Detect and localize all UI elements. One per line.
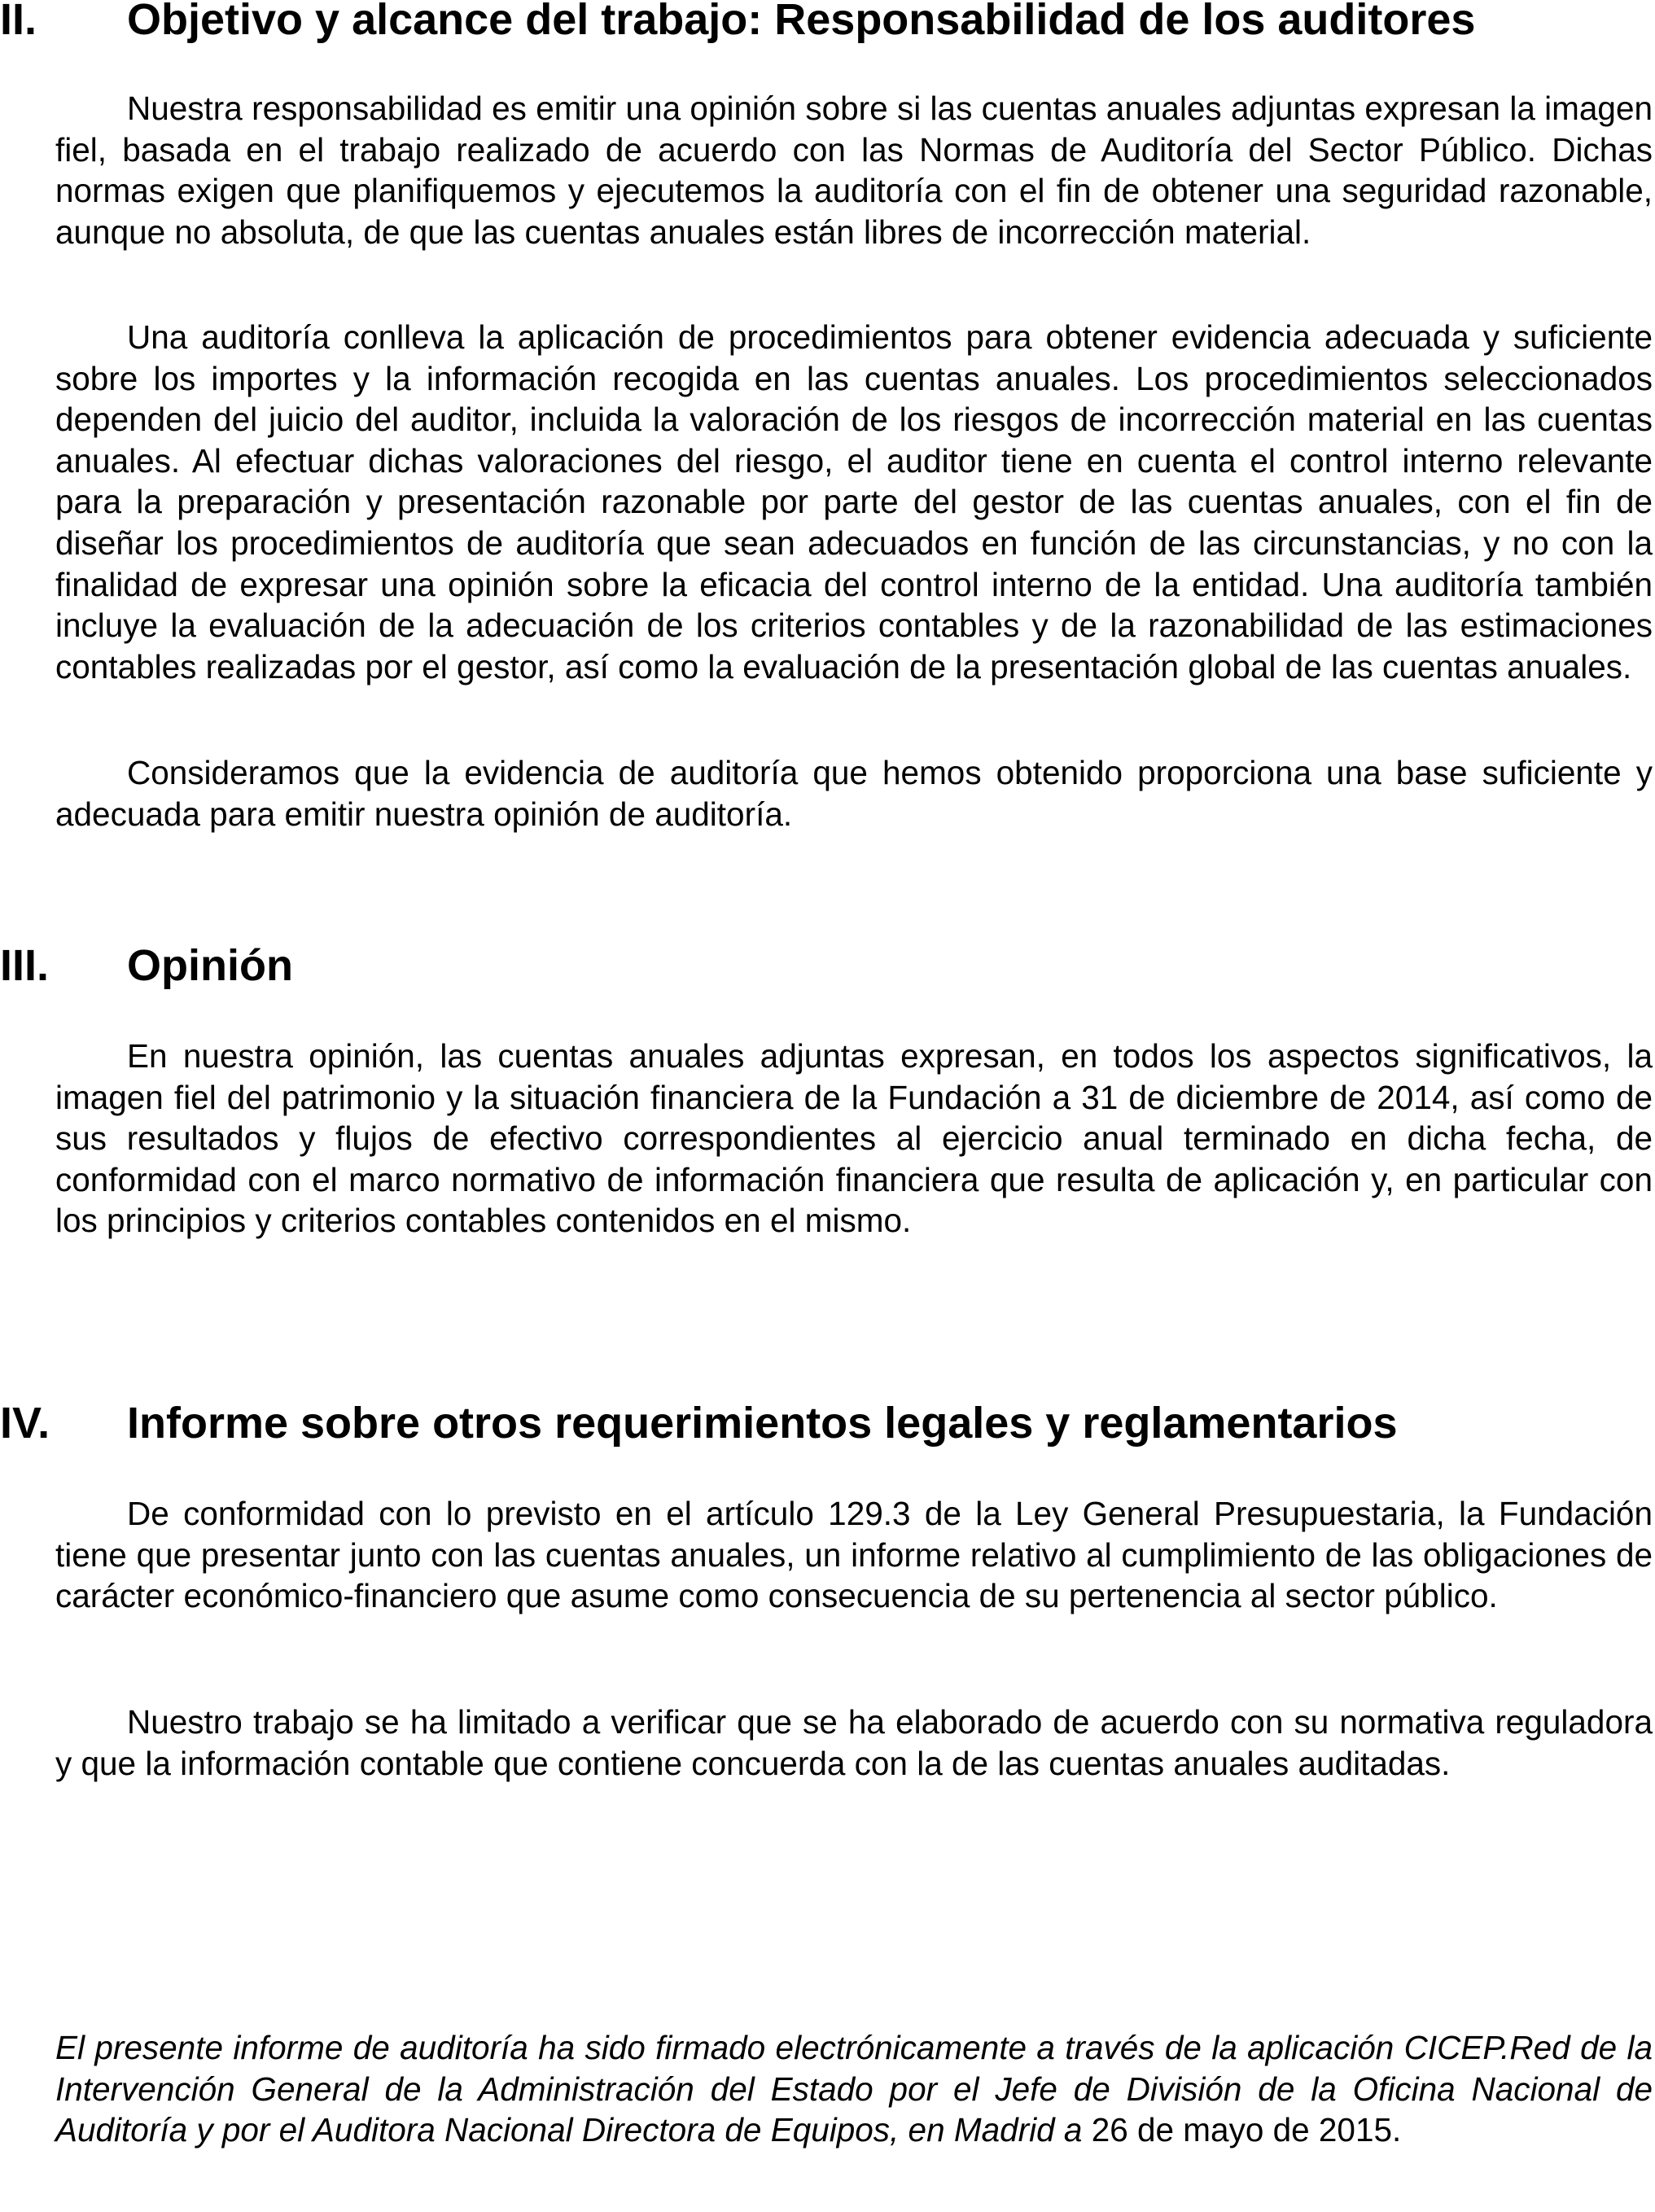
signature-date: 26 de mayo de 2015. xyxy=(1091,2111,1402,2149)
signature-note xyxy=(55,2027,1653,2151)
paragraph: Nuestra responsabilidad es emitir una opinión sobre si las cuentas anuales adjuntas expresan la imagen fiel, basada en el trabajo realizado de acuerdo con las Normas de Auditoría del Sector Público. Dichas normas exigen que planifiquemos y ejecutemos la auditoría con el fin de obtener una seguridad razonable, aunque no absoluta, de que las cuentas anuales están libres de incorrección material. xyxy=(55,90,1653,251)
signature-note-text: El presente informe de auditoría ha sido firmado electrónicamente a través de la aplicación CICEP.Red de la Intervención General de la Administración del Estado por el Jefe de División de la Oficina Nacional de Auditoría y por el Auditora Nacional Directora de Equipos, en Madrid a xyxy=(55,2029,1653,2149)
paragraph: De conformidad con lo previsto en el artículo 129.3 de la Ley General Presupuestaria, la Fundación tiene que presentar junto con las cuentas anuales, un informe relativo al cumplimiento de las obligaciones de carácter económico-financiero que asume como consecuencia de su pertenencia al sector público. xyxy=(55,1495,1653,1615)
paragraph: Consideramos que la evidencia de auditoría que hemos obtenido proporciona una base suficiente y adecuada para emitir nuestra opinión de auditoría. xyxy=(55,754,1653,833)
paragraph: Una auditoría conlleva la aplicación de procedimientos para obtener evidencia adecuada y suficiente sobre los importes y la información recogida en las cuentas anuales. Los procedimientos seleccionados dependen del juicio del auditor, incluida la valoración de los riesgos de incorrección material en las cuentas anuales. Al efectuar dichas valoraciones del riesgo, el auditor tiene en cuenta el control interno relevante para la preparación y presentación razonable por parte del gestor de las cuentas anuales, con el fin de diseñar los procedimientos de auditoría que sean adecuados en función de las circunstancias, y no con la finalidad de expresar una opinión sobre la eficacia del control interno de la entidad. Una auditoría también incluye la evaluación de la adecuación de los criterios contables y de la razonabilidad de las estimaciones contables realizadas por el gestor, así como la evaluación de la presentación global de las cuentas anuales. xyxy=(55,318,1653,686)
paragraph: Nuestro trabajo se ha limitado a verificar que se ha elaborado de acuerdo con su normativa reguladora y que la información contable que contiene concuerda con la de las cuentas anuales auditadas. xyxy=(55,1703,1653,1782)
section-title: Informe sobre otros requerimientos legales y reglamentarios xyxy=(127,1399,1398,1448)
section-title: Opinión xyxy=(127,941,293,990)
section-number: II. xyxy=(0,0,37,44)
paragraph: En nuestra opinión, las cuentas anuales adjuntas expresan, en todos los aspectos significativos, la imagen fiel del patrimonio y la situación financiera de la Fundación a 31 de diciembre de 2014, así como de sus resultados y flujos de efectivo correspondientes al ejercicio anual terminado en dicha fecha, de conformidad con el marco normativo de información financiera que resulta de aplicación y, en particular con los principios y criterios contables contenidos en el mismo. xyxy=(55,1037,1653,1240)
section-number: IV. xyxy=(0,1399,50,1448)
section-number: III. xyxy=(0,941,50,990)
section-title: Objetivo y alcance del trabajo: Responsabilidad de los auditores xyxy=(127,0,1476,44)
